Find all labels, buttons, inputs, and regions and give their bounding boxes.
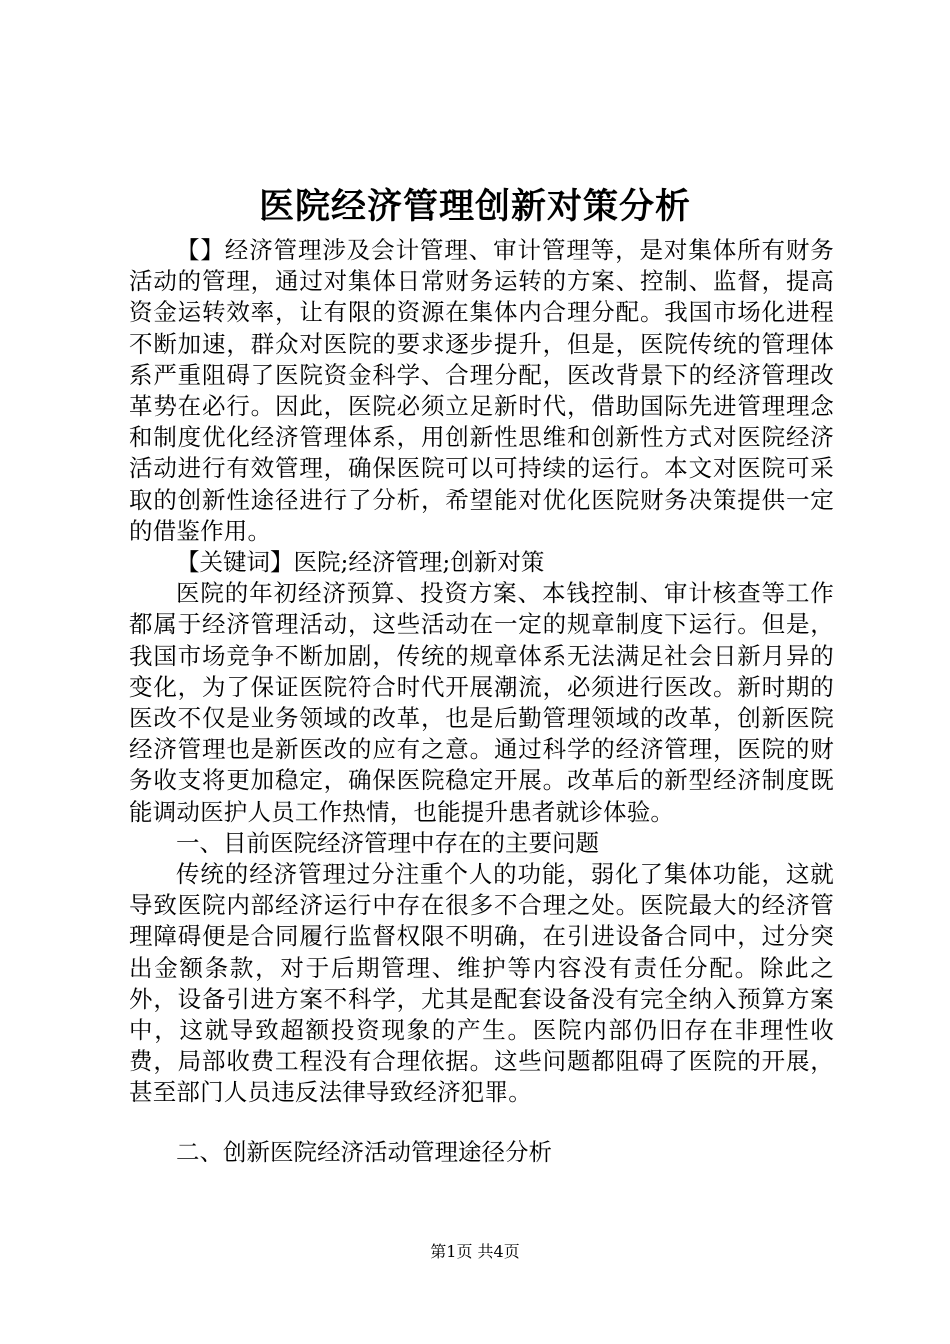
section-1-heading: 一、目前医院经济管理中存在的主要问题 (176, 828, 599, 857)
document-body (129, 235, 834, 1168)
keywords-line: 【关键词】医院;经济管理;创新对策 (176, 548, 545, 577)
abstract-paragraph: 【】经济管理涉及会计管理、审计管理等，是对集体所有财务活动的管理，通过对集体日常财务运转的方案、控制、监督，提高资金运转效率，让有限的资源在集体内合理分配。我国市场化进程不断加速，群众对医院的要求逐步提升，但是，医院传统的管理体系严重阻碍了医院资金科学、合理分配，医改背景下的经济管理改革势在必行。因此，医院必须立足新时代，借助国际先进管理理念和制度优化经济管理体系，用创新性思维和创新性方式对医院经济活动进行有效管理，确保医院可以可持续的运行。本文对医院可采取的创新性途径进行了分析，希望能对优化医院财务决策提供一定的借鉴作用。 (129, 236, 834, 545)
paragraph-gap (129, 1109, 834, 1137)
section-2-heading: 二、创新医院经济活动管理途径分析 (176, 1137, 552, 1166)
document-title: 医院经济管理创新对策分析 (258, 186, 691, 227)
section-1-paragraph: 传统的经济管理过分注重个人的功能，弱化了集体功能，这就导致医院内部经济运行中存在很多不合理之处。医院最大的经济管理障碍便是合同履行监督权限不明确，在引进设备合同中，过分突出金额条款，对于后期管理、维护等内容没有责任分配。除此之外，设备引进方案不科学，尤其是配套设备没有完全纳入预算方案中，这就导致超额投资现象的产生。医院内部仍旧存在非理性收费，局部收费工程没有合理依据。这些问题都阻碍了医院的开展，甚至部门人员违反法律导致经济犯罪。 (129, 860, 834, 1107)
page-footer: 第1页 共4页 (430, 1242, 520, 1261)
intro-paragraph: 医院的年初经济预算、投资方案、本钱控制、审计核查等工作都属于经济管理活动，这些活动在一定的规章制度下运行。但是，我国市场竞争不断加剧，传统的规章体系无法满足社会日新月异的变化，为了保证医院符合时代开展潮流，必须进行医改。新时期的医改不仅是业务领域的改革，也是后勤管理领域的改革，创新医院经济管理也是新医改的应有之意。通过科学的经济管理，医院的财务收支将更加稳定，确保医院稳定开展。改革后的新型经济制度既能调动医护人员工作热情，也能提升患者就诊体验。 (129, 579, 834, 826)
